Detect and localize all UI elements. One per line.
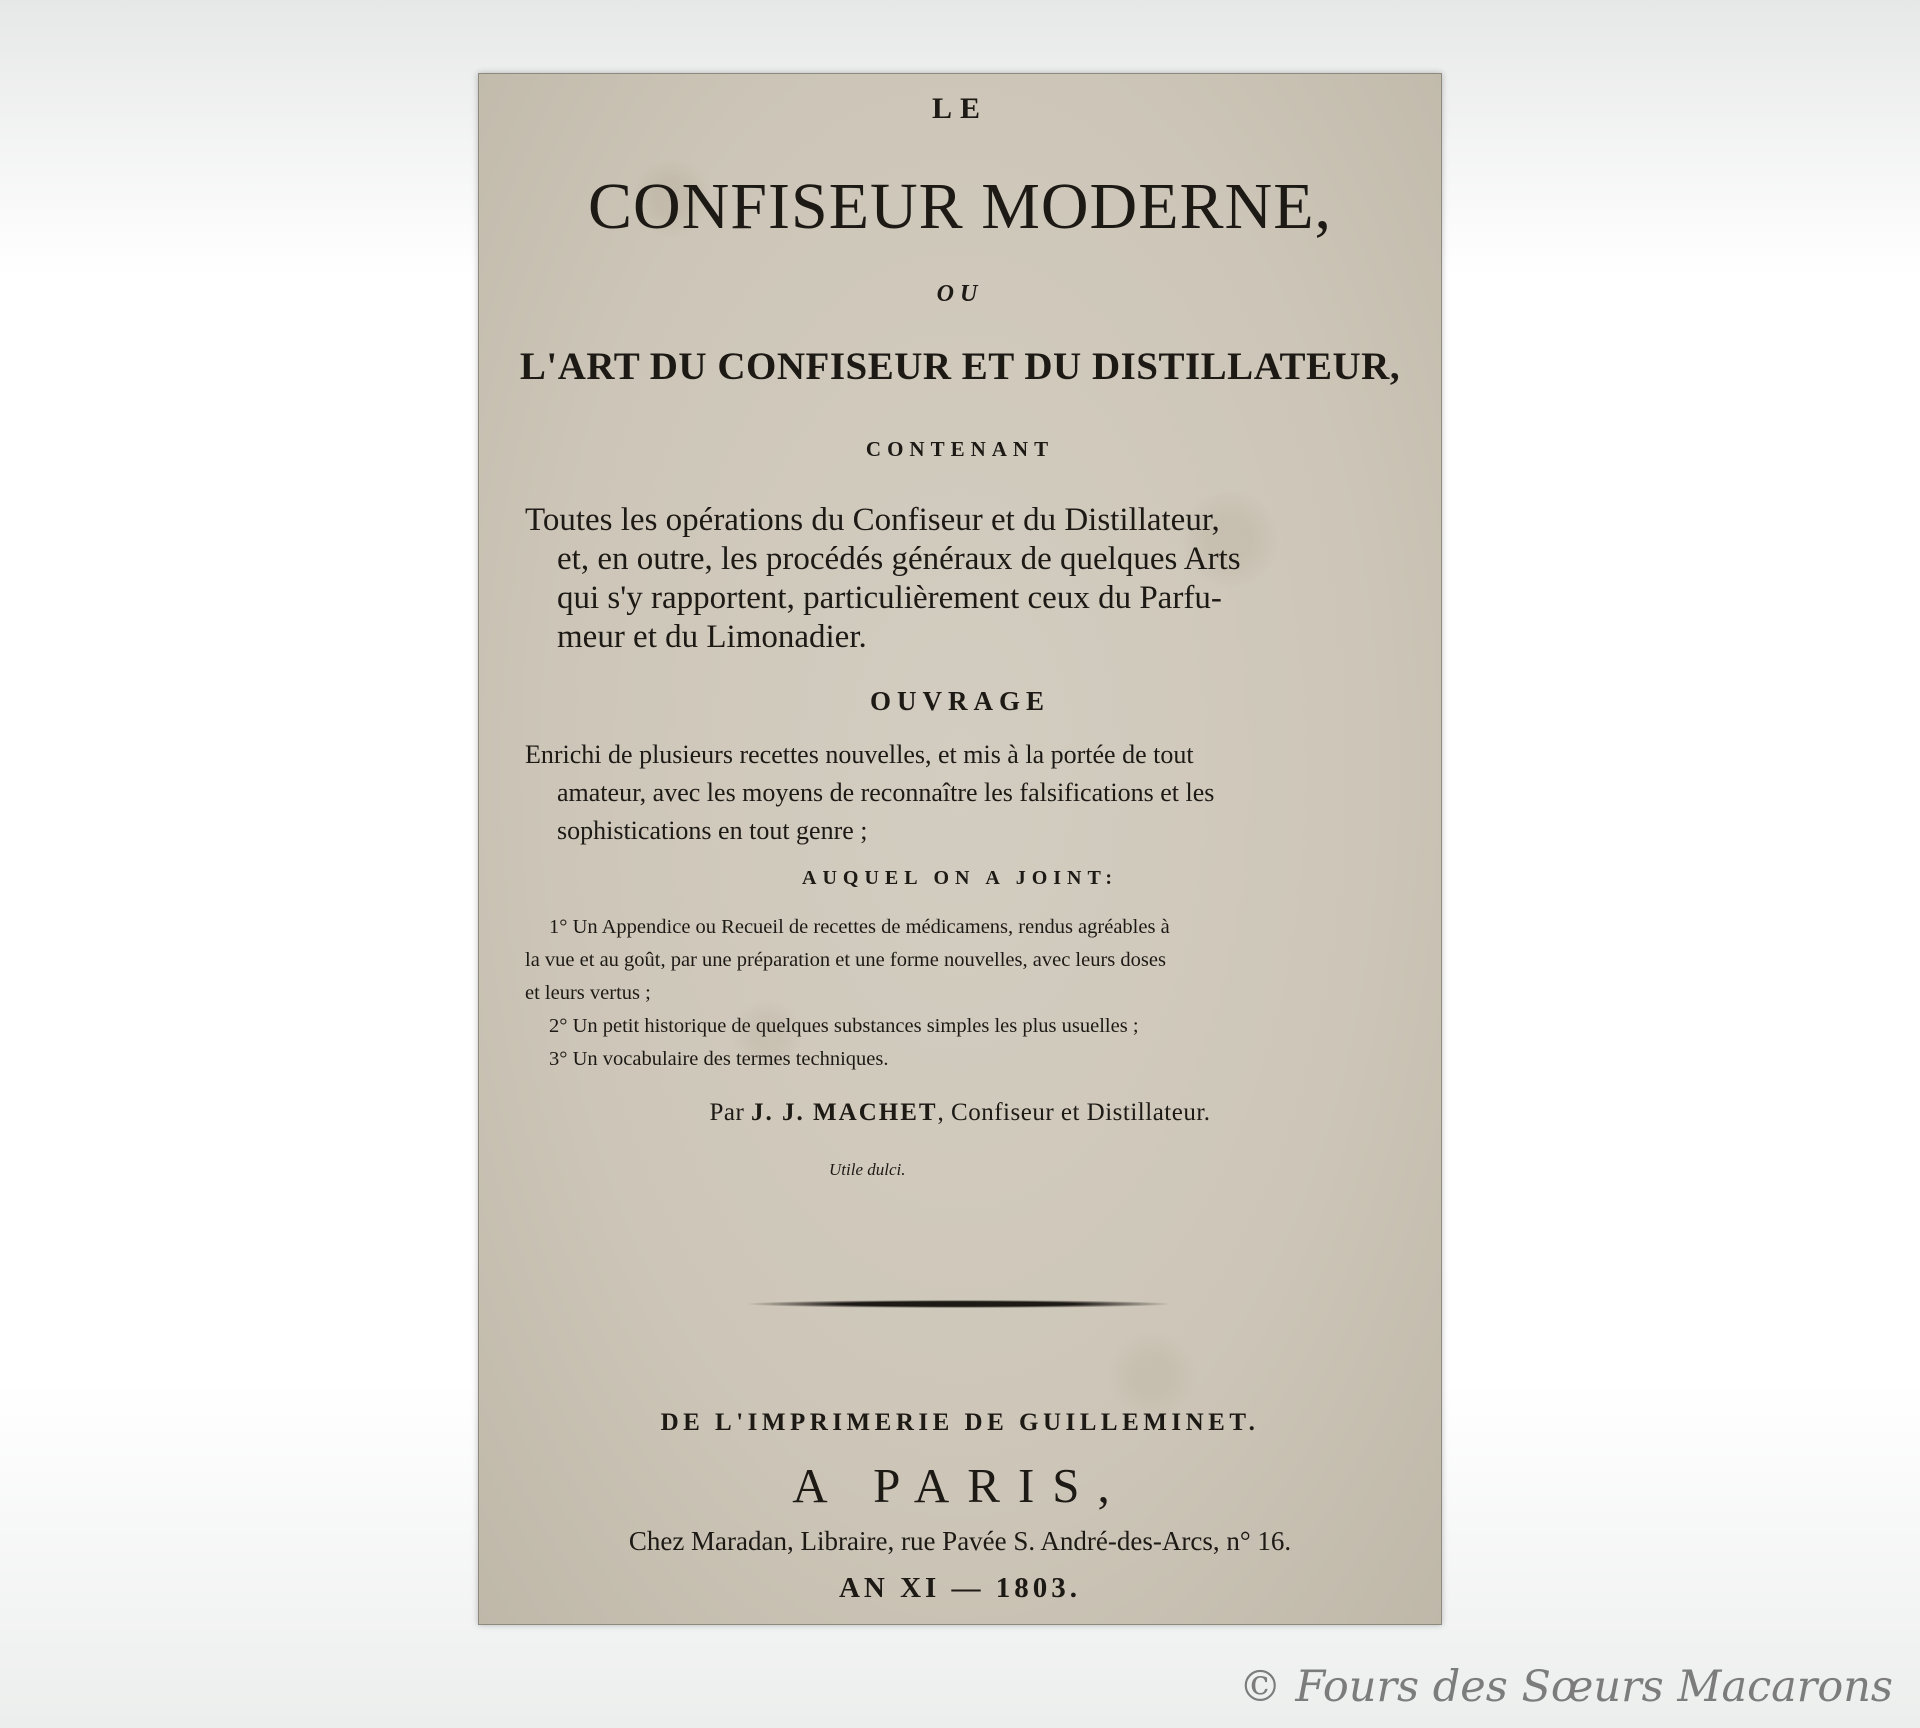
- description-line: Toutes les opérations du Confiseur et du Distillateur,: [525, 502, 1220, 538]
- description-line: meur et du Limonadier.: [557, 619, 867, 655]
- enrichi-line: amateur, avec les moyens de reconnaître les falsifications et les: [557, 778, 1215, 807]
- appendix-line: 2° Un petit historique de quelques substances simples les plus usuelles ;: [549, 1015, 1139, 1037]
- description-line: qui s'y rapportent, particulièrement ceux du Parfu-: [557, 580, 1222, 616]
- enrichi-line: sophistications en tout genre ;: [557, 816, 868, 845]
- city-line: A PARIS,: [792, 1458, 1128, 1513]
- auquel-heading: AUQUEL ON A JOINT:: [802, 867, 1118, 889]
- ouvrage-heading: OUVRAGE: [869, 686, 1050, 716]
- appendix-line: et leurs vertus ;: [525, 982, 651, 1004]
- main-title: CONFISEUR MODERNE,: [587, 170, 1333, 243]
- appendix-line: 1° Un Appendice ou Recueil de recettes de médicamens, rendus agréables à: [549, 916, 1170, 938]
- subtitle: L'ART DU CONFISEUR ET DU DISTILLATEUR,: [519, 345, 1401, 388]
- author-profession: , Confiseur et Distillateur.: [937, 1099, 1211, 1126]
- title-conjunction: OU: [936, 281, 984, 307]
- copyright-watermark: © Fours des Sœurs Macarons: [1238, 1662, 1893, 1712]
- enrichi-paragraph: [525, 736, 1395, 850]
- epigraph: Utile dulci.: [829, 1160, 906, 1179]
- publisher-line: Chez Maradan, Libraire, rue Pavée S. André-des-Arcs, n° 16.: [628, 1526, 1292, 1556]
- appendix-list: [525, 911, 1395, 1076]
- appendix-line: 3° Un vocabulaire des termes techniques.: [549, 1048, 889, 1070]
- description-paragraph: [525, 501, 1395, 657]
- author-prefix: Par: [709, 1099, 745, 1126]
- printer-line: DE L'IMPRIMERIE DE GUILLEMINET.: [660, 1409, 1260, 1436]
- author-line: [479, 1099, 1441, 1127]
- title-article: LE: [931, 92, 989, 125]
- description-line: et, en outre, les procédés généraux de quelques Arts: [557, 541, 1241, 577]
- appendix-line: la vue et au goût, par une préparation et une forme nouvelles, avec leurs doses: [525, 949, 1166, 971]
- ornamental-rule: [749, 1300, 1169, 1308]
- author-name: J. J. MACHET: [751, 1099, 938, 1126]
- date-line: AN XI — 1803.: [838, 1572, 1082, 1604]
- enrichi-line: Enrichi de plusieurs recettes nouvelles, et mis à la portée de tout: [525, 740, 1194, 769]
- title-page: [478, 73, 1442, 1625]
- contenant-heading: CONTENANT: [865, 437, 1055, 461]
